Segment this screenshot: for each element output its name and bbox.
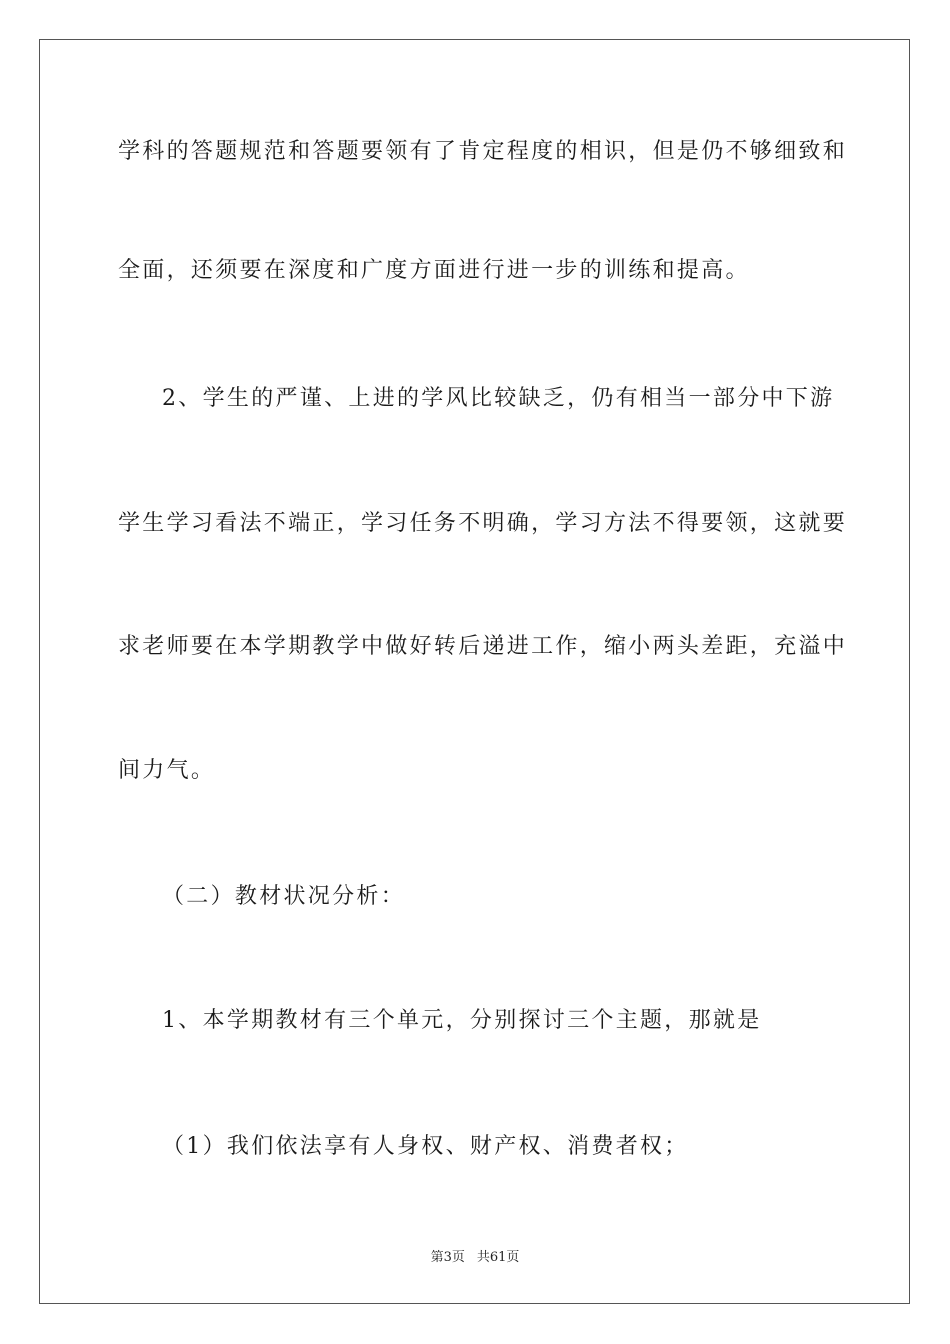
body-line-5: 求老师要在本学期教学中做好转后递进工作，缩小两头差距，充溢中 [118,634,848,659]
body-line-8: （1）我们依法享有人身权、财产权、消费者权； [162,1134,689,1159]
page-footer [0,1246,950,1265]
page-total: 共61页 [476,1250,520,1265]
body-line-1: 学科的答题规范和答题要领有了肯定程度的相识，但是仍不够细致和 [118,139,848,164]
body-line-2: 全面，还须要在深度和广度方面进行进一步的训练和提高。 [118,258,750,283]
body-line-4: 学生学习看法不端正，学习任务不明确，学习方法不得要领，这就要 [118,511,848,536]
page-border [39,39,910,1304]
body-line-7: 1、本学期教材有三个单元，分别探讨三个主题，那就是 [162,1008,762,1033]
page-number: 第3页 [430,1250,465,1265]
body-line-6: 间力气。 [118,758,216,783]
section-heading: （二）教材状况分析： [162,884,406,909]
body-line-3: 2、学生的严谨、上进的学风比较缺乏，仍有相当一部分中下游 [162,386,835,411]
